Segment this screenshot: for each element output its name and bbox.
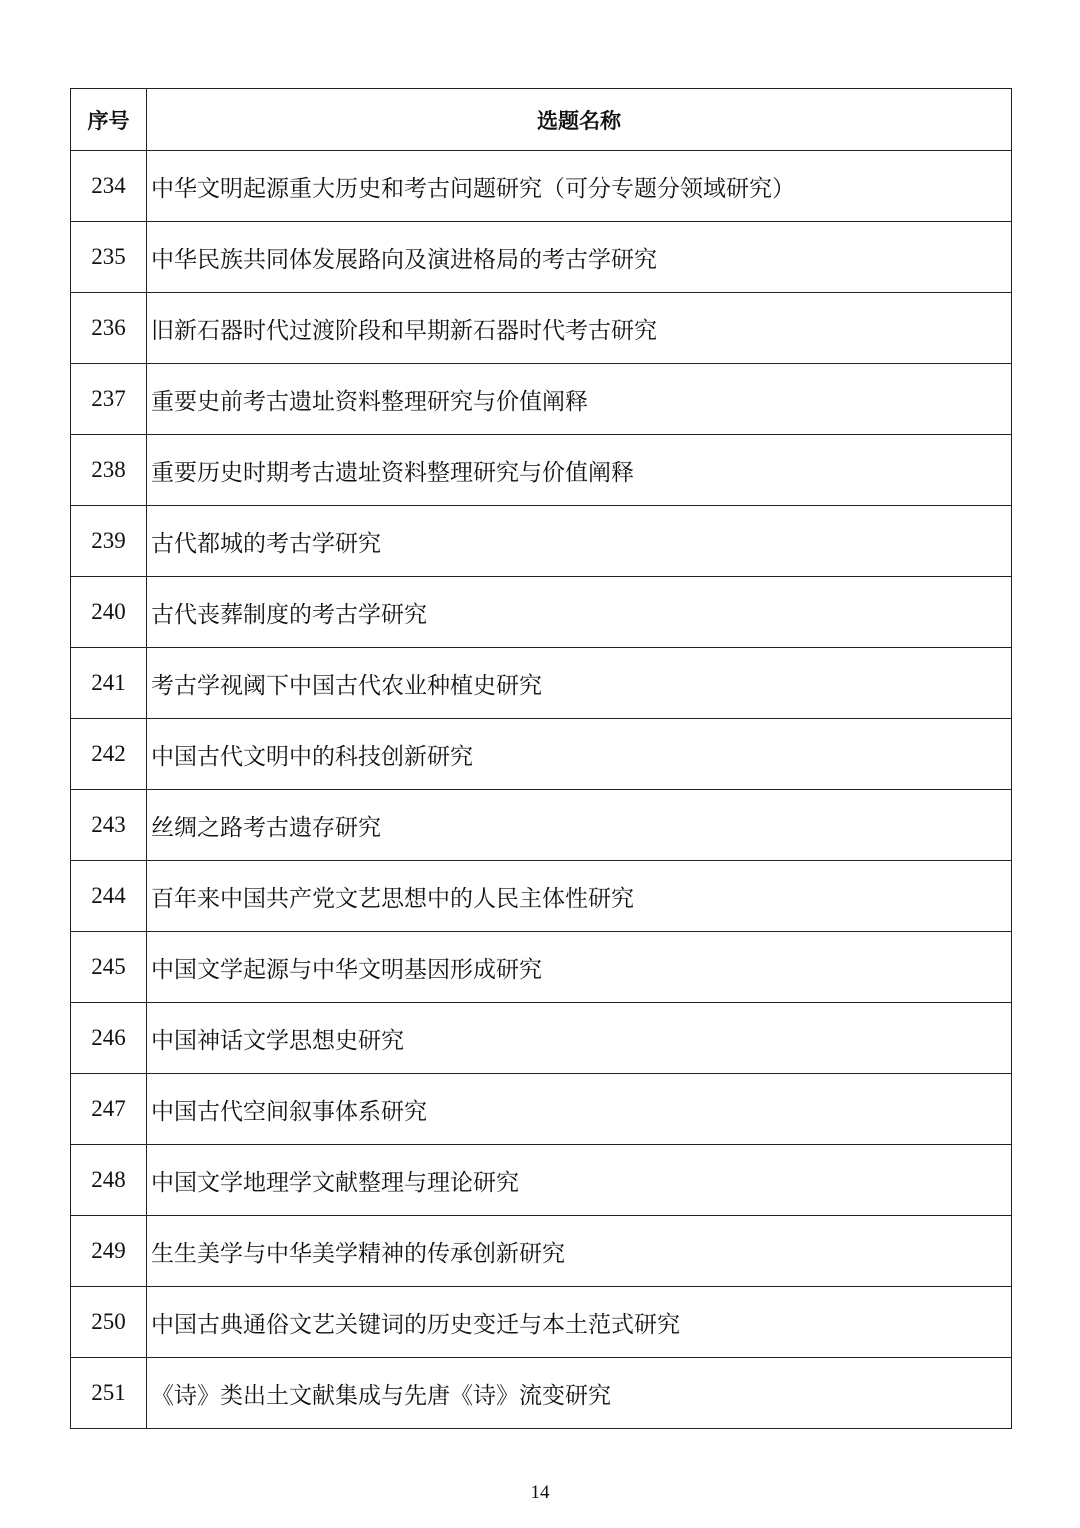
row-title: 古代丧葬制度的考古学研究 <box>147 577 1012 648</box>
row-number: 250 <box>71 1287 147 1358</box>
table-row <box>71 506 1012 577</box>
row-title: 重要史前考古遗址资料整理研究与价值阐释 <box>147 364 1012 435</box>
row-number: 245 <box>71 932 147 1003</box>
table-row <box>71 648 1012 719</box>
row-number: 240 <box>71 577 147 648</box>
row-title: 中华文明起源重大历史和考古问题研究（可分专题分领域研究） <box>147 151 1012 222</box>
row-title: 重要历史时期考古遗址资料整理研究与价值阐释 <box>147 435 1012 506</box>
row-number: 249 <box>71 1216 147 1287</box>
row-number: 237 <box>71 364 147 435</box>
row-title: 中国古代文明中的科技创新研究 <box>147 719 1012 790</box>
row-number: 247 <box>71 1074 147 1145</box>
table-row <box>71 932 1012 1003</box>
table-row <box>71 1145 1012 1216</box>
table-row <box>71 1074 1012 1145</box>
row-number: 234 <box>71 151 147 222</box>
table-row <box>71 577 1012 648</box>
table-row <box>71 364 1012 435</box>
row-number: 251 <box>71 1358 147 1429</box>
row-title: 中国神话文学思想史研究 <box>147 1003 1012 1074</box>
page-number: 14 <box>530 1482 550 1503</box>
table-row <box>71 435 1012 506</box>
table-row <box>71 1358 1012 1429</box>
row-number: 238 <box>71 435 147 506</box>
row-title: 中国古代空间叙事体系研究 <box>147 1074 1012 1145</box>
row-title: 生生美学与中华美学精神的传承创新研究 <box>147 1216 1012 1287</box>
table-row <box>71 719 1012 790</box>
row-title: 中国文学起源与中华文明基因形成研究 <box>147 932 1012 1003</box>
table-row <box>71 293 1012 364</box>
table-header-row <box>71 89 1012 151</box>
row-number: 244 <box>71 861 147 932</box>
row-title: 中国古典通俗文艺关键词的历史变迁与本土范式研究 <box>147 1287 1012 1358</box>
row-number: 242 <box>71 719 147 790</box>
row-title: 百年来中国共产党文艺思想中的人民主体性研究 <box>147 861 1012 932</box>
table-row <box>71 1287 1012 1358</box>
row-number: 243 <box>71 790 147 861</box>
row-title: 中华民族共同体发展路向及演进格局的考古学研究 <box>147 222 1012 293</box>
row-title: 考古学视阈下中国古代农业种植史研究 <box>147 648 1012 719</box>
row-title: 古代都城的考古学研究 <box>147 506 1012 577</box>
row-number: 246 <box>71 1003 147 1074</box>
topics-table <box>70 88 1012 1429</box>
row-number: 248 <box>71 1145 147 1216</box>
row-number: 239 <box>71 506 147 577</box>
table-row <box>71 222 1012 293</box>
table-row <box>71 1216 1012 1287</box>
row-title: 丝绸之路考古遗存研究 <box>147 790 1012 861</box>
table-row <box>71 151 1012 222</box>
row-title: 旧新石器时代过渡阶段和早期新石器时代考古研究 <box>147 293 1012 364</box>
table-row <box>71 790 1012 861</box>
row-number: 235 <box>71 222 147 293</box>
table-row <box>71 1003 1012 1074</box>
row-title: 《诗》类出土文献集成与先唐《诗》流变研究 <box>147 1358 1012 1429</box>
header-seq: 序号 <box>71 89 147 151</box>
row-number: 241 <box>71 648 147 719</box>
header-title: 选题名称 <box>147 89 1012 151</box>
row-title: 中国文学地理学文献整理与理论研究 <box>147 1145 1012 1216</box>
table-row <box>71 861 1012 932</box>
row-number: 236 <box>71 293 147 364</box>
